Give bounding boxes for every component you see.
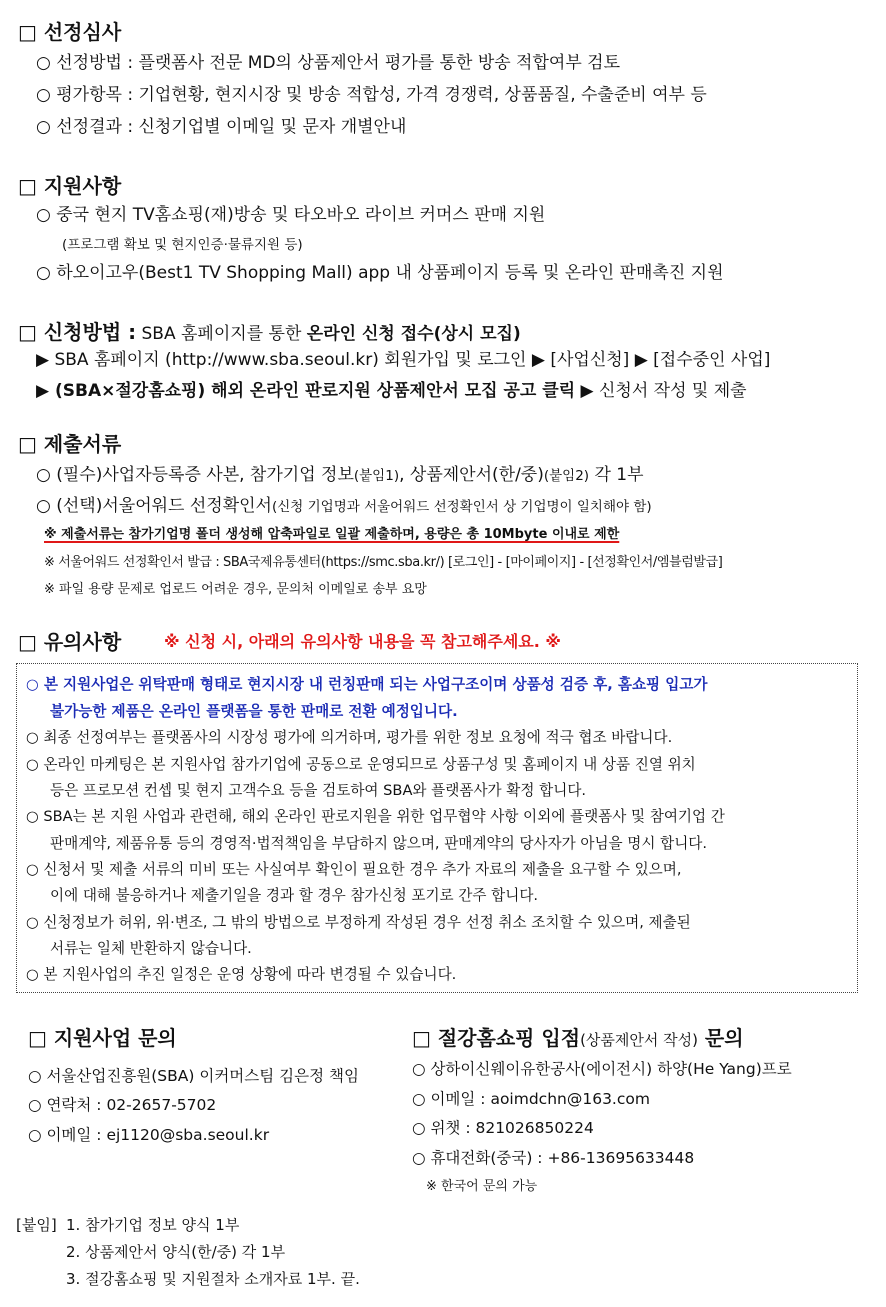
docs-required <box>36 460 644 485</box>
contact-zj-heading <box>412 1022 744 1051</box>
contact-sba-phone: ○ 연락처 : 02-2657-5702 <box>28 1096 217 1114</box>
notice-line-3: ○ 최종 선정여부는 플랫폼사의 시장성 평가에 의거하며, 평가를 위한 정보 요청에 적극 협조 바랍니다. <box>26 729 673 746</box>
docs-ref-1: (붙임1) <box>353 468 400 484</box>
docs-note-folder: ※ 제출서류는 참가기업명 폴더 생성해 압축파일로 일괄 제출하며, 용량은 총 10Mbyte 이내로 제한 <box>44 527 620 542</box>
contact-zj-note: ※ 한국어 문의 가능 <box>426 1179 538 1194</box>
notice-line-10: ○ 신청정보가 허위, 위·변조, 그 밖의 방법으로 부정하게 작성된 경우 선정 취소 조치할 수 있으며, 제출된 <box>26 914 691 931</box>
notice-line-12: ○ 본 지원사업의 추진 일정은 운영 상황에 따라 변경될 수 있습니다. <box>26 966 457 983</box>
notice-line-6: ○ SBA는 본 지원 사업과 관련해, 해외 온라인 판로지원을 위한 업무협약 사항 이외에 플랫폼사 및 참여기업 간 <box>26 808 725 825</box>
apply-intro: SBA 홈페이지를 통한 <box>141 324 302 344</box>
support-heading: □ 지원사항 <box>18 174 122 198</box>
apply-step2-line <box>36 376 747 401</box>
notice-line-9: 이에 대해 불응하거나 제출기일을 경과 할 경우 참가신청 포기로 간주 합니다. <box>50 887 539 904</box>
contact-zj-wechat: ○ 위챗 : 821026850224 <box>412 1119 594 1137</box>
attachments-label: [붙임] <box>16 1216 57 1234</box>
contact-zj-heading-sub: (상품제안서 작성) <box>580 1031 698 1049</box>
attachment-item-3: 3. 절강홈쇼핑 및 지원절차 소개자료 1부. 끝. <box>66 1270 360 1288</box>
apply-step1: ▶ SBA 홈페이지 (http://www.sba.seoul.kr) 회원가입 및 로그인 ▶ [사업신청] ▶ [접수중인 사업] <box>36 350 771 370</box>
docs-note-award: ※ 서울어워드 선정확인서 발급 : SBA국제유통센터(https://smc.sba.kr/) [로그인] - [마이페이지] - [선정확인서/엠블럼발급] <box>44 555 723 570</box>
notice-line-7: 판매계약, 제품유통 등의 경영적·법적책임을 부담하지 않으며, 판매계약의 당사자가 아님을 명시 합니다. <box>50 835 708 852</box>
notice-alert: ※ 신청 시, 아래의 유의사항 내용을 꼭 참고해주세요. ※ <box>164 632 561 651</box>
contact-zj-heading-main: □ 절강홈쇼핑 입점 <box>412 1026 581 1050</box>
docs-note-email: ※ 파일 용량 문제로 업로드 어려운 경우, 문의처 이메일로 송부 요망 <box>44 582 427 597</box>
apply-step2-submit: ▶ 신청서 작성 및 제출 <box>580 381 747 401</box>
notice-line-4: ○ 온라인 마케팅은 본 지원사업 참가기업에 공동으로 운영되므로 상품구성 및 홈페이지 내 상품 진열 위치 <box>26 756 696 773</box>
contact-zj-email: ○ 이메일 : aoimdchn@163.com <box>412 1090 650 1108</box>
contact-zj-heading-end: 문의 <box>697 1026 744 1050</box>
notice-line-5: 등은 프로모션 컨셉 및 현지 고객수요 등을 검토하여 SBA와 플랫폼사가 확정 합니다. <box>50 782 587 799</box>
apply-heading: □ 신청방법 : <box>18 320 137 344</box>
contact-zj-mobile: ○ 휴대전화(중국) : +86-13695633448 <box>412 1149 695 1167</box>
notice-line-11: 서류는 일체 반환하지 않습니다. <box>50 940 252 957</box>
notice-heading: □ 유의사항 <box>18 630 122 654</box>
selection-method: ○ 선정방법 : 플랫폼사 전문 MD의 상품제안서 평가를 통한 방송 적합여부 검토 <box>36 53 620 73</box>
contact-sba-email: ○ 이메일 : ej1120@sba.seoul.kr <box>28 1126 270 1144</box>
selection-result: ○ 선정결과 : 신청기업별 이메일 및 문자 개별안내 <box>36 117 407 137</box>
selection-criteria: ○ 평가항목 : 기업현황, 현지시장 및 방송 적합성, 가격 경쟁력, 상품품질, 수출준비 여부 등 <box>36 85 707 105</box>
apply-heading-line <box>18 316 521 345</box>
support-item-tv-sub: (프로그램 확보 및 현지인증·물류지원 등) <box>62 237 303 253</box>
apply-intro-bold: 온라인 신청 접수(상시 모집) <box>306 324 521 344</box>
contact-zj-org: ○ 상하이신웨이유한공사(에이전시) 하양(He Yang)프로 <box>412 1060 792 1078</box>
docs-ref-2: (붙임2) <box>543 468 590 484</box>
notice-line-8: ○ 신청서 및 제출 서류의 미비 또는 사실여부 확인이 필요한 경우 추가 자료의 제출을 요구할 수 있으며, <box>26 861 682 878</box>
notice-line-1: ○ 본 지원사업은 위탁판매 형태로 현지시장 내 런칭판매 되는 사업구조이며 상품성 검증 후, 홈쇼핑 입고가 <box>26 676 708 693</box>
docs-count: 각 1부 <box>589 465 644 485</box>
attachment-item-1: 1. 참가기업 정보 양식 1부 <box>66 1216 240 1234</box>
apply-step2-notice: ▶ (SBA×절강홈쇼핑) 해외 온라인 판로지원 상품제안서 모집 공고 클릭 <box>36 381 576 401</box>
contact-sba-org: ○ 서울산업진흥원(SBA) 이커머스팀 김은정 책임 <box>28 1067 359 1085</box>
docs-required-text: ○ (필수)사업자등록증 사본, 참가기업 정보 <box>36 465 354 485</box>
selection-heading: □ 선정심사 <box>18 20 122 44</box>
docs-optional <box>36 491 652 516</box>
support-item-tv: ○ 중국 현지 TV홈쇼핑(재)방송 및 타오바오 라이브 커머스 판매 지원 <box>36 205 546 225</box>
docs-proposal-text: , 상품제안서(한/중) <box>399 465 544 485</box>
docs-optional-text: ○ (선택)서울어워드 선정확인서 <box>36 496 272 516</box>
docs-optional-note: (신청 기업명과 서울어워드 선정확인서 상 기업명이 일치해야 함) <box>271 499 652 515</box>
contact-sba-heading: □ 지원사업 문의 <box>28 1026 177 1050</box>
attachment-item-2: 2. 상품제안서 양식(한/중) 각 1부 <box>66 1243 286 1261</box>
docs-heading: □ 제출서류 <box>18 432 122 456</box>
support-item-app: ○ 하오이고우(Best1 TV Shopping Mall) app 내 상품페이지 등록 및 온라인 판매촉진 지원 <box>36 263 724 283</box>
notice-line-2: 불가능한 제품은 온라인 플랫폼을 통한 판매로 전환 예정입니다. <box>50 703 458 720</box>
